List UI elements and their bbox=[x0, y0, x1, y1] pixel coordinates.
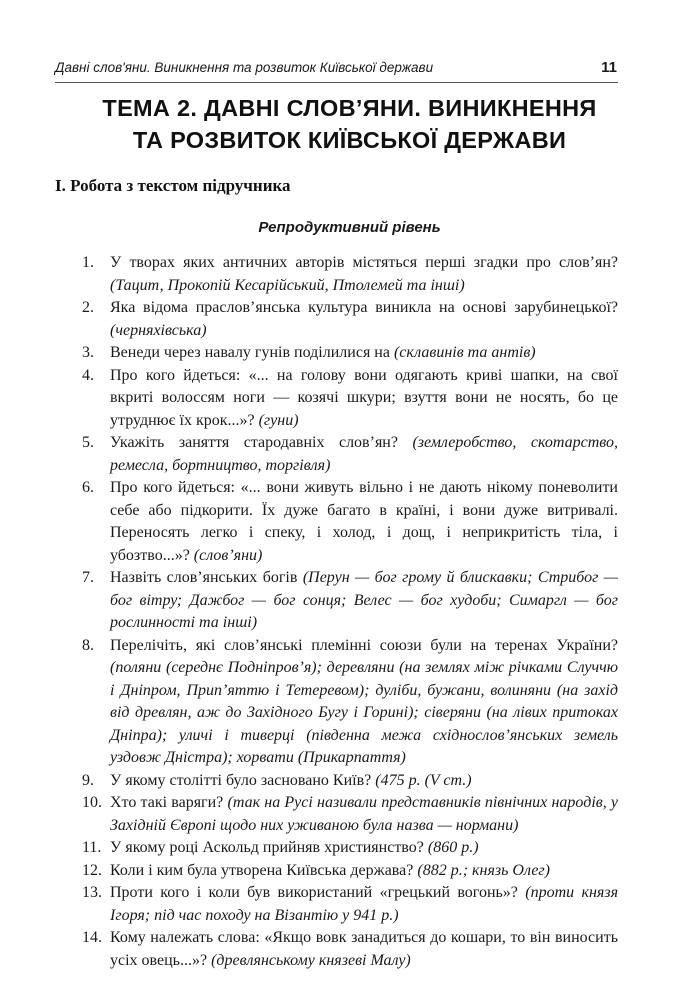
question-item bbox=[82, 342, 618, 365]
question-number: 12. bbox=[82, 861, 102, 879]
running-head-title: Давні слов'яни. Виникнення та розвиток Київської держави bbox=[55, 60, 434, 75]
question-text: У якому році Аскольд прийняв християнство? bbox=[110, 839, 428, 856]
question-item bbox=[82, 432, 618, 477]
question-item bbox=[82, 567, 618, 635]
answer-text: (Тацит, Прокопій Кесарійський, Птолемей та інші) bbox=[110, 276, 465, 294]
question-number: 5. bbox=[82, 434, 94, 451]
page-number: 11 bbox=[601, 59, 617, 76]
level-subheading: Репродуктивний рівень bbox=[258, 219, 441, 236]
question-text: Укажіть заняття стародавніх слов’ян? bbox=[110, 434, 413, 451]
question-number: 6. bbox=[82, 479, 94, 496]
question-number: 7. bbox=[82, 569, 94, 586]
question-number: 2. bbox=[82, 299, 94, 316]
answer-text: (475 р. (V ст.) bbox=[375, 771, 472, 789]
question-text: Проти кого і коли був використаний «грецький вогонь»? bbox=[110, 884, 526, 901]
question-item bbox=[82, 635, 618, 770]
question-text: У творах яких античних авторів містяться перші згадки про слов’ян? bbox=[110, 254, 618, 271]
question-item bbox=[82, 860, 618, 883]
question-number: 9. bbox=[82, 771, 94, 789]
question-text: Венеди через навалу гунів поділилися на bbox=[110, 344, 394, 361]
question-text: Про кого йдеться: «... на голову вони одягають криві шапки, на свої вкриті волоссям ноги — козячі шкури; взуття вони не носять, бо це утруднює їх крок...»? bbox=[110, 366, 618, 429]
question-item bbox=[82, 882, 618, 927]
question-text: Назвіть слов’янських богів bbox=[110, 569, 303, 586]
answer-text: (склавинів та антів) bbox=[393, 344, 536, 361]
answer-text: (землеробство, скотарство, ремесла, бортництво, торгівля) bbox=[110, 434, 619, 474]
question-text: Хто такі варяги? bbox=[110, 794, 228, 811]
question-number: 13. bbox=[82, 884, 102, 901]
answer-text: (черняхівська) bbox=[110, 321, 207, 339]
question-text: У якому столітті було засновано Київ? bbox=[110, 771, 376, 789]
question-number: 10. bbox=[82, 794, 102, 811]
question-item bbox=[82, 792, 618, 837]
question-item bbox=[82, 365, 618, 433]
answer-text: (так на Русі називали представників північних народів, у Західній Європі щодо них уживаною була назва — нормани) bbox=[110, 794, 619, 834]
answer-text: (слов’яни) bbox=[193, 546, 263, 564]
chapter-title bbox=[0, 92, 699, 156]
question-text: Кому належать слова: «Якщо вовк занадиться до кошари, то він виносить усіх овець...»? bbox=[110, 929, 618, 969]
question-number: 14. bbox=[82, 929, 102, 946]
question-number: 11. bbox=[82, 839, 102, 856]
question-number: 4. bbox=[82, 366, 94, 384]
answer-text: (проти князя Ігоря; під час походу на Візантію у 941 р.) bbox=[110, 884, 619, 924]
chapter-title-line-2: ТА РОЗВИТОК КИЇВСЬКОЇ ДЕРЖАВИ bbox=[132, 127, 567, 153]
question-list bbox=[82, 252, 618, 972]
answer-text: (Перун — бог грому й блискавки; Стрибог — бог вітру; Дажбог — бог сонця; Велес — бог худоби; Симаргл — бог рослинності та інші) bbox=[110, 569, 619, 631]
question-text: Яка відома праслов’янська культура виникла на основі зарубинецької? bbox=[110, 299, 618, 316]
question-item bbox=[82, 297, 618, 342]
answer-text: (860 р.) bbox=[427, 839, 479, 856]
question-item bbox=[82, 770, 618, 793]
answer-text: (гуни) bbox=[258, 411, 299, 429]
question-item bbox=[82, 837, 618, 860]
question-number: 3. bbox=[82, 344, 94, 361]
question-item bbox=[82, 927, 618, 972]
answer-text: (древлянському князеві Малу) bbox=[211, 951, 411, 969]
question-text: Коли і ким була утворена Київська держава? bbox=[110, 861, 418, 879]
question-text: Перелічіть, які слов’янські племінні союзи були на теренах України? bbox=[110, 636, 618, 654]
answer-text: (882 р.; князь Олег) bbox=[417, 861, 550, 879]
chapter-title-line-1: ТЕМА 2. ДАВНІ СЛОВ’ЯНИ. ВИНИКНЕННЯ bbox=[102, 95, 597, 121]
running-head bbox=[55, 60, 618, 83]
question-item bbox=[82, 477, 618, 567]
question-number: 1. bbox=[82, 254, 94, 271]
question-text: Про кого йдеться: «... вони живуть вільно і не дають нікому поневолити себе або підкорити. Їх дуже багато в країні, і вони дуже витривалі. Переносять легко і спеку, і холод, і дощ, і неприкритість тіла, і убозтво...»? bbox=[110, 479, 618, 564]
question-number: 8. bbox=[82, 636, 94, 654]
question-item bbox=[82, 252, 618, 297]
answer-text: (поляни (середнє Подніпров’я); деревляни (на землях між річками Случчю і Дніпром, Прип’яттю і Тетеревом); дуліби, бужани, волиняни (на захід від древлян, аж до Західного Бугу і Горині); сіверяни (на лівих притоках Дніпра); уличі і тиверці (південна межа східнослов’янських земель уздовж Дністра); хорвати (Прикарпаття) bbox=[110, 659, 618, 766]
section-heading: І. Робота з текстом підручника bbox=[55, 176, 291, 195]
